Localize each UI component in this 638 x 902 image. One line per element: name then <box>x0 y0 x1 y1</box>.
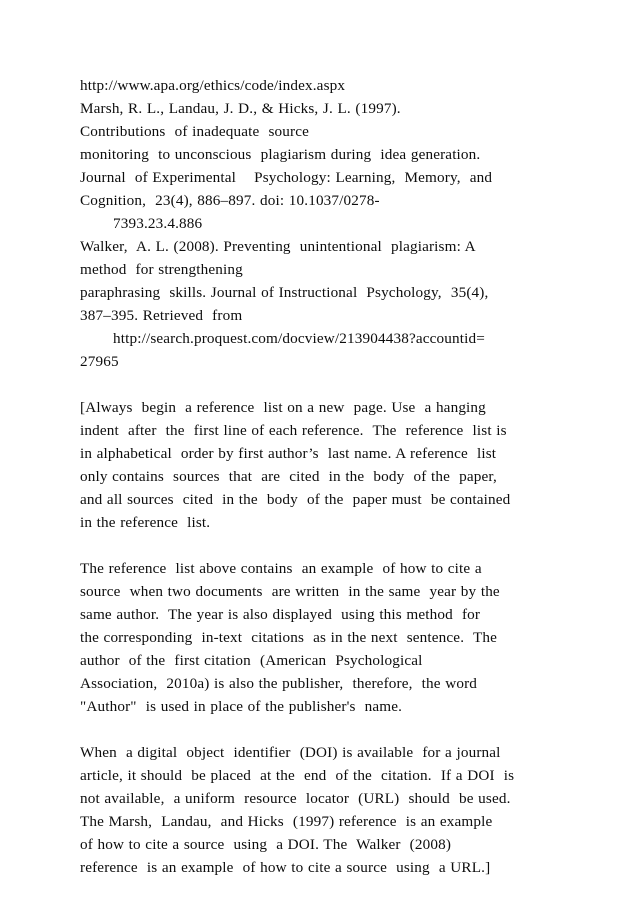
text-line: 7393.23.4.886 <box>113 215 203 232</box>
text-line: paraphrasing skills. Journal of Instructional Psychology, 35(4), <box>80 284 489 301</box>
text-line: not available, a uniform resource locator (URL) should be used. <box>80 790 511 807</box>
text-line: same author. The year is also displayed using this method for <box>80 606 481 623</box>
text-line: 387–395. Retrieved from <box>80 307 243 324</box>
text-line: http://www.apa.org/ethics/code/index.aspx <box>80 77 346 94</box>
text-line: Contributions of inadequate source <box>80 123 309 140</box>
text-line: the corresponding in-text citations as in the next sentence. The <box>80 629 498 646</box>
text-line: When a digital object identifier (DOI) is available for a journal <box>80 744 501 761</box>
text-line: monitoring to unconscious plagiarism during idea generation. <box>80 146 481 163</box>
text-line: method for strengthening <box>80 261 243 278</box>
text-line: in alphabetical order by first author’s last name. A reference list <box>80 445 497 462</box>
text-line: of how to cite a source using a DOI. The Walker (2008) <box>80 836 452 853</box>
same-author-same-year-block <box>80 557 580 718</box>
text-line: 27965 <box>80 353 119 370</box>
text-line: The reference list above contains an example of how to cite a <box>80 560 482 577</box>
text-line: Cognition, 23(4), 886–897. doi: 10.1037/0278- <box>80 192 380 209</box>
text-line: The Marsh, Landau, and Hicks (1997) reference is an example <box>80 813 493 830</box>
text-line: reference is an example of how to cite a source using a URL.] <box>80 859 491 876</box>
document-text-body <box>80 74 580 879</box>
text-line: "Author" is used in place of the publisher's name. <box>80 698 403 715</box>
text-line: Marsh, R. L., Landau, J. D., & Hicks, J. L. (1997). <box>80 100 401 117</box>
text-line: [Always begin a reference list on a new page. Use a hanging <box>80 399 486 416</box>
text-line: only contains sources that are cited in the body of the paper, <box>80 468 497 485</box>
text-line: source when two documents are written in the same year by the <box>80 583 500 600</box>
text-line: and all sources cited in the body of the paper must be contained <box>80 491 511 508</box>
reference-list-guidance-block <box>80 396 580 534</box>
doi-url-guidance-block <box>80 741 580 879</box>
reference-list-block <box>80 74 580 373</box>
text-line: Association, 2010a) is also the publisher, therefore, the word <box>80 675 478 692</box>
text-line: author of the first citation (American Psychological <box>80 652 423 669</box>
text-line: article, it should be placed at the end of the citation. If a DOI is <box>80 767 515 784</box>
text-line: indent after the first line of each reference. The reference list is <box>80 422 507 439</box>
text-line: Walker, A. L. (2008). Preventing unintentional plagiarism: A <box>80 238 476 255</box>
text-line: Journal of Experimental Psychology: Learning, Memory, and <box>80 169 493 186</box>
text-line: in the reference list. <box>80 514 211 531</box>
text-line: http://search.proquest.com/docview/213904438?accountid= <box>113 330 485 347</box>
